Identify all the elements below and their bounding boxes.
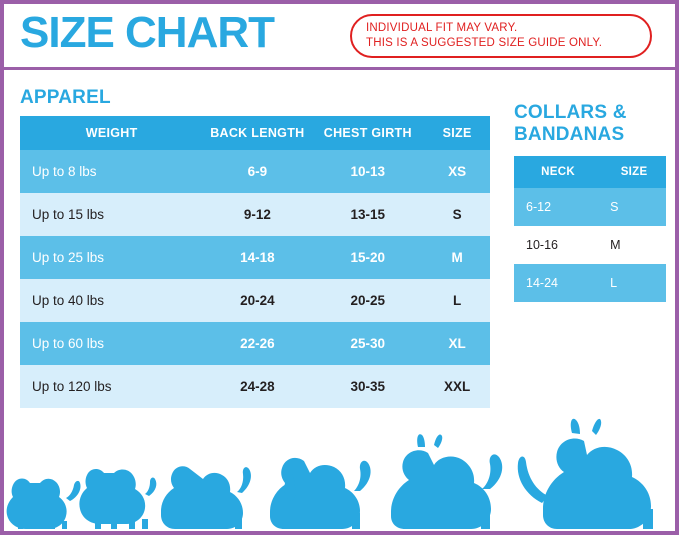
collars-title-line-2: BANDANAS	[514, 124, 625, 145]
page-title: SIZE CHART	[20, 8, 274, 57]
cell-size: XS	[424, 150, 490, 193]
collars-col-neck: NECK	[514, 156, 602, 188]
table-row	[514, 264, 666, 302]
disclaimer-line-2: THIS IS A SUGGESTED SIZE GUIDE ONLY.	[366, 37, 603, 49]
cell-size: L	[602, 264, 666, 302]
disclaimer-line-1: INDIVIDUAL FIT MAY VARY.	[366, 22, 518, 34]
table-row	[20, 365, 490, 408]
table-row	[514, 226, 666, 264]
cell-chest-girth: 20-25	[311, 279, 424, 322]
cell-back-length: 6-9	[203, 150, 311, 193]
collars-size-table	[514, 156, 666, 302]
collars-header-row	[514, 156, 666, 188]
apparel-col-size: SIZE	[424, 116, 490, 150]
dog-silhouettes	[4, 411, 675, 531]
cell-neck: 14-24	[514, 264, 602, 302]
apparel-size-table	[20, 116, 490, 408]
table-row	[20, 193, 490, 236]
header	[4, 4, 675, 70]
apparel-col-chest-girth: CHEST GIRTH	[311, 116, 424, 150]
collars-title-line-1: COLLARS &	[514, 102, 627, 123]
cell-weight: Up to 25 lbs	[20, 236, 203, 279]
cell-weight: Up to 60 lbs	[20, 322, 203, 365]
dog-silhouette-s	[79, 469, 156, 529]
table-row	[20, 150, 490, 193]
cell-neck: 6-12	[514, 188, 602, 226]
cell-back-length: 22-26	[203, 322, 311, 365]
dog-silhouette-m	[161, 466, 251, 529]
cell-size: XXL	[424, 365, 490, 408]
cell-back-length: 9-12	[203, 193, 311, 236]
cell-back-length: 24-28	[203, 365, 311, 408]
cell-weight: Up to 120 lbs	[20, 365, 203, 408]
dog-silhouette-xxl	[518, 419, 653, 529]
cell-size: M	[602, 226, 666, 264]
cell-back-length: 14-18	[203, 236, 311, 279]
cell-chest-girth: 30-35	[311, 365, 424, 408]
cell-size: L	[424, 279, 490, 322]
table-row	[20, 322, 490, 365]
cell-neck: 10-16	[514, 226, 602, 264]
cell-chest-girth: 10-13	[311, 150, 424, 193]
cell-weight: Up to 8 lbs	[20, 150, 203, 193]
cell-size: XL	[424, 322, 490, 365]
table-row	[20, 236, 490, 279]
dog-silhouette-xl	[391, 434, 502, 529]
collars-section-title	[514, 102, 627, 146]
collars-col-size: SIZE	[602, 156, 666, 188]
cell-weight: Up to 15 lbs	[20, 193, 203, 236]
disclaimer-callout	[350, 14, 652, 58]
cell-back-length: 20-24	[203, 279, 311, 322]
apparel-section-title: APPAREL	[20, 87, 111, 108]
cell-weight: Up to 40 lbs	[20, 279, 203, 322]
apparel-header-row	[20, 116, 490, 150]
dog-silhouette-xs	[7, 479, 81, 530]
table-row	[20, 279, 490, 322]
table-row	[514, 188, 666, 226]
apparel-col-back-length: BACK LENGTH	[203, 116, 311, 150]
cell-size: S	[602, 188, 666, 226]
cell-chest-girth: 15-20	[311, 236, 424, 279]
cell-size: S	[424, 193, 490, 236]
cell-chest-girth: 25-30	[311, 322, 424, 365]
cell-chest-girth: 13-15	[311, 193, 424, 236]
apparel-col-weight: WEIGHT	[20, 116, 203, 150]
dog-silhouette-l	[270, 458, 371, 529]
cell-size: M	[424, 236, 490, 279]
